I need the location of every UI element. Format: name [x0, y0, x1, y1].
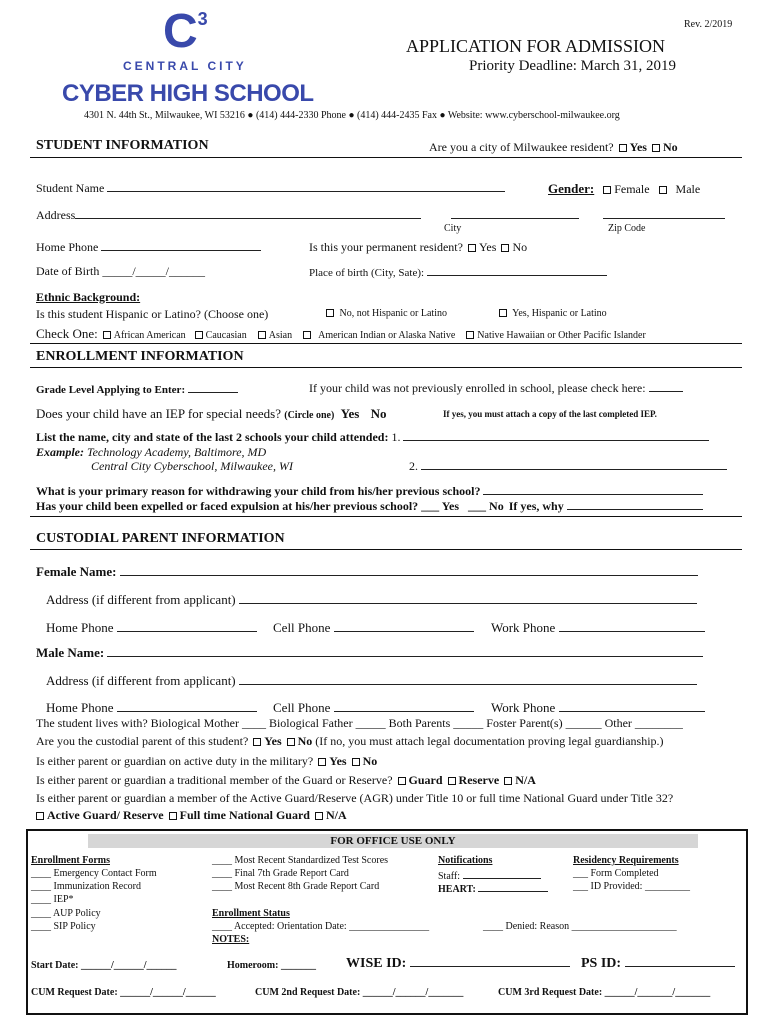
resident-yes-checkbox[interactable] [619, 144, 627, 152]
withdraw-field[interactable] [483, 484, 703, 495]
female-home-phone-field[interactable] [117, 621, 257, 632]
male-address-row: Address (if different from applicant) [46, 673, 697, 689]
homeroom-field[interactable]: Homeroom: _______ [227, 960, 316, 971]
enrollment-status-heading: Enrollment Status [212, 908, 290, 919]
address-field[interactable] [75, 208, 421, 219]
test-scores-item[interactable]: ____ Most Recent Standardized Test Scores [212, 855, 389, 866]
dob-field[interactable]: _____/_____/______ [102, 264, 205, 278]
guard-na-checkbox[interactable] [504, 777, 512, 785]
section-student-heading: STUDENT INFORMATION [36, 138, 209, 153]
dob-row: Date of Birth _____/_____/______ [36, 264, 205, 278]
agr-na-checkbox[interactable] [315, 812, 323, 820]
office-use-box [26, 829, 748, 1015]
student-name-field[interactable] [107, 181, 505, 192]
iep-note: If yes, you must attach a copy of the last completed IEP. [443, 409, 657, 419]
active-guard-checkbox[interactable] [36, 812, 44, 820]
example-1: Example: Technology Academy, Baltimore, MD [36, 445, 267, 459]
withdraw-row: What is your primary reason for withdrawing your child from his/her previous school? [36, 484, 703, 499]
military-no-checkbox[interactable] [352, 758, 360, 766]
iep-row: Does your child have an IEP for special needs? (Circle one) Yes No [36, 406, 387, 421]
school-2-field[interactable] [421, 459, 727, 470]
grade-row: Grade Level Applying to Enter: [36, 382, 238, 396]
staff-row: Staff: [438, 868, 541, 882]
ps-id-row: PS ID: [581, 956, 735, 972]
race-caucasian-checkbox[interactable] [195, 331, 203, 339]
expelled-row: Has your child been expelled or faced expulsion at his/her previous school? ___ Yes ___ No If yes, why [36, 499, 703, 514]
race-african-american-checkbox[interactable] [103, 331, 111, 339]
logo-mark: $C^3$ [163, 5, 208, 58]
iep-no-option[interactable]: No [370, 406, 387, 421]
resident-no-checkbox[interactable] [652, 144, 660, 152]
female-home-phone-row: Home Phone [46, 620, 257, 636]
female-name-field[interactable] [120, 565, 698, 576]
residency-heading: Residency Requirements [573, 855, 679, 866]
cum-3rd-request-field[interactable]: CUM 3rd Request Date: ______/_______/_______ [498, 987, 711, 998]
accepted-item[interactable]: ____ Accepted: Orientation Date: ________________ [212, 921, 430, 932]
divider [30, 367, 742, 368]
custodial-no-checkbox[interactable] [287, 738, 295, 746]
male-address-field[interactable] [239, 674, 697, 685]
permanent-no-checkbox[interactable] [501, 244, 509, 252]
custodial-yes-checkbox[interactable] [253, 738, 261, 746]
wise-id-row: WISE ID: [346, 956, 570, 972]
form-sip[interactable]: ____ SIP Policy [31, 921, 96, 932]
military-yes-checkbox[interactable] [318, 758, 326, 766]
heart-field[interactable] [478, 881, 548, 892]
permanent-yes-checkbox[interactable] [468, 244, 476, 252]
female-work-phone-row: Work Phone [491, 620, 705, 636]
race-row: Check One: African American Caucasian Asian American Indian or Alaska Native Native Hawaiian or Other Pacific Islander [36, 326, 646, 341]
page-title: APPLICATION FOR ADMISSION [406, 36, 666, 56]
divider [30, 157, 742, 158]
priority-deadline: Priority Deadline: March 31, 2019 [469, 58, 677, 74]
office-use-title: FOR OFFICE USE ONLY [88, 834, 698, 848]
male-cell-phone-field[interactable] [334, 701, 474, 712]
female-address-field[interactable] [239, 593, 697, 604]
female-cell-phone-row: Cell Phone [273, 620, 474, 636]
ethnic-heading: Ethnic Background: [36, 290, 141, 304]
divider [30, 549, 742, 550]
school-2-row: 2. [409, 459, 727, 474]
male-home-phone-field[interactable] [117, 701, 257, 712]
expelled-no[interactable]: ___ No [468, 499, 504, 513]
home-phone-field[interactable] [101, 240, 261, 251]
agr-question: Is either parent or guardian a member of the Active Guard/Reserve (AGR) under Title 10 or full time National Guard under Title 32? [36, 791, 674, 805]
male-work-phone-row: Work Phone [491, 700, 705, 716]
heart-row: HEART: [438, 881, 548, 895]
gender-female-checkbox[interactable] [603, 186, 611, 194]
revision-label: Rev. 2/2019 [684, 19, 733, 30]
reserve-checkbox[interactable] [448, 777, 456, 785]
ps-id-field[interactable] [625, 956, 735, 967]
last-schools-label: List the name, city and state of the last 2 schools your child attended: 1. [36, 430, 709, 445]
section-enrollment-heading: ENROLLMENT INFORMATION [36, 349, 244, 364]
guard-checkbox[interactable] [398, 777, 406, 785]
form-immunization[interactable]: ____ Immunization Record [31, 881, 141, 892]
start-date-field[interactable]: Start Date: ______/______/______ [31, 960, 177, 971]
guard-row: Is either parent or guardian a traditional member of the Guard or Reserve? Guard Reserve N/A [36, 773, 536, 787]
race-asian-checkbox[interactable] [258, 331, 266, 339]
city-caption: City [444, 223, 462, 234]
staff-field[interactable] [463, 868, 541, 879]
notes-label: NOTES: [212, 934, 250, 945]
male-cell-phone-row: Cell Phone [273, 700, 474, 716]
custodial-row: Are you the custodial parent of this student? Yes No (If no, you must attach legal documentation proving legal guardianship.) [36, 734, 664, 748]
male-home-phone-row: Home Phone [46, 700, 257, 716]
zip-field[interactable] [603, 208, 725, 219]
grade7-report-item[interactable]: ____ Final 7th Grade Report Card [212, 868, 349, 879]
school-address: 4301 N. 44th St., Milwaukee, WI 53216 ● (414) 444-2330 Phone ● (414) 444-2435 Fax ● Website: www.cyberschool-milwaukee.org [84, 110, 620, 121]
enrollment-forms-heading: Enrollment Forms [31, 855, 110, 866]
gender-male-checkbox[interactable] [659, 186, 667, 194]
female-cell-phone-field[interactable] [334, 621, 474, 632]
cum-request-field[interactable]: CUM Request Date: ______/______/______ [31, 987, 216, 998]
zip-caption: Zip Code [608, 223, 646, 234]
wise-id-field[interactable] [410, 956, 570, 967]
lives-with-row: The student lives with? Biological Mother ____ Biological Father _____ Both Parents _____ Foster Parent(s) ______ Other ________ [36, 716, 683, 730]
birthplace-row: Place of birth (City, Sate): [309, 265, 607, 279]
gender-row: Gender: Female Male [548, 181, 701, 196]
example-2: Central City Cyberschool, Milwaukee, WI [91, 459, 293, 473]
home-phone-row: Home Phone [36, 240, 261, 255]
student-name-row: Student Name [36, 181, 505, 196]
form-iep[interactable]: ____ IEP* [31, 894, 74, 905]
expelled-yes[interactable]: ___ Yes [421, 499, 460, 513]
race-american-indian-checkbox[interactable] [303, 331, 311, 339]
grade8-report-item[interactable]: ____ Most Recent 8th Grade Report Card [212, 881, 380, 892]
not-enrolled-row: If your child was not previously enrolled in school, please check here: [309, 381, 683, 396]
resident-question: Are you a city of Milwaukee resident? Yes No [429, 140, 678, 154]
notifications-heading: Notifications [438, 855, 493, 866]
is-hispanic-checkbox[interactable] [499, 309, 507, 317]
birthplace-field[interactable] [427, 265, 607, 276]
female-address-row: Address (if different from applicant) [46, 592, 697, 608]
city-field[interactable] [451, 208, 579, 219]
address-row: Address [36, 208, 421, 223]
male-work-phone-field[interactable] [559, 701, 705, 712]
denied-item[interactable]: ____ Denied: Reason _____________________ [483, 921, 677, 932]
grade-field[interactable] [188, 382, 238, 393]
form-aup[interactable]: ____ AUP Policy [31, 908, 101, 919]
logo-school-name: CYBER HIGH SCHOOL [62, 80, 314, 107]
permanent-resident-row: Is this your permanent resident? Yes No [309, 240, 528, 254]
divider [30, 516, 742, 517]
not-hispanic-checkbox[interactable] [326, 309, 334, 317]
divider [30, 343, 742, 344]
school-1-field[interactable] [403, 430, 709, 441]
male-name-row: Male Name: [36, 645, 703, 661]
full-time-guard-checkbox[interactable] [169, 812, 177, 820]
section-parent-heading: CUSTODIAL PARENT INFORMATION [36, 531, 285, 546]
logo-central-city: CENTRAL CITY [123, 59, 247, 73]
cum-2nd-request-field[interactable]: CUM 2nd Request Date: ______/______/_______ [255, 987, 464, 998]
race-native-hawaiian-checkbox[interactable] [466, 331, 474, 339]
not-hispanic-option: No, not Hispanic or Latino [324, 308, 447, 319]
military-row: Is either parent or guardian on active duty in the military? Yes No [36, 754, 378, 768]
form-emergency-contact[interactable]: ____ Emergency Contact Form [31, 868, 157, 879]
male-name-field[interactable] [107, 646, 703, 657]
iep-yes-option[interactable]: Yes [340, 406, 360, 421]
form-completed-item[interactable]: ___ Form Completed [573, 868, 659, 879]
agr-options: Active Guard/ Reserve Full time National Guard N/A [34, 808, 347, 823]
female-work-phone-field[interactable] [559, 621, 705, 632]
is-hispanic-option: Yes, Hispanic or Latino [497, 308, 607, 319]
expelled-why-field[interactable] [567, 499, 703, 510]
not-enrolled-field[interactable] [649, 381, 683, 392]
female-name-row: Female Name: [36, 564, 698, 580]
id-provided-item[interactable]: ___ ID Provided: _________ [573, 881, 690, 892]
hispanic-question: Is this student Hispanic or Latino? (Choose one) [36, 307, 269, 321]
